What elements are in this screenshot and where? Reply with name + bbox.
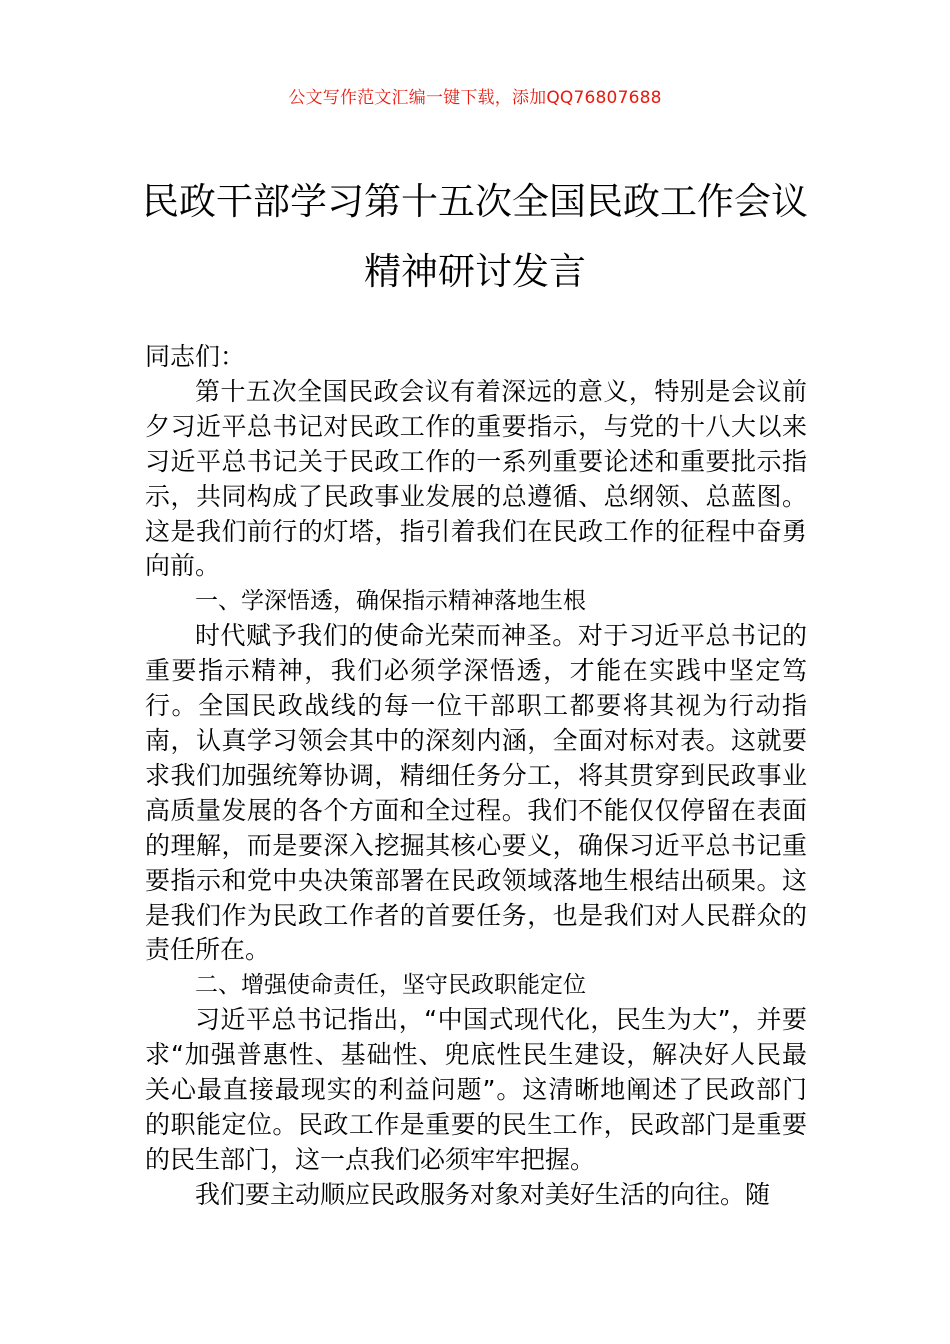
document-body: [145, 340, 807, 1213]
section-heading-2: 二、增强使命责任，坚守民政职能定位: [195, 972, 586, 999]
paragraph-section-1: 时代赋予我们的使命光荣而神圣。对于习近平总书记的重要指示精神，我们必须学深悟透，才能在实践中坚定笃行。全国民政战线的每一位干部职工都要将其视为行动指南，认真学习领会其中的深刻内涵，全面对标对表。这就要求我们加强统筹协调，精细任务分工，将其贯穿到民政事业高质量发展的各个方面和全过程。我们不能仅仅停留在表面的理解，而是要深入挖掘其核心要义，确保习近平总书记重要指示和党中央决策部署在民政领域落地生根结出硕果。这是我们作为民政工作者的首要任务，也是我们对人民群众的责任所在。: [145, 621, 807, 965]
download-promo-note: 公文写作范文汇编一键下载，添加QQ76807688: [288, 88, 662, 108]
paragraph-intro: 第十五次全国民政会议有着深远的意义，特别是会议前夕习近平总书记对民政工作的重要指示，与党的十八大以来习近平总书记关于民政工作的一系列重要论述和重要批示指示，共同构成了民政事业发展的总遵循、总纲领、总蓝图。这是我们前行的灯塔，指引着我们在民政工作的征程中奋勇向前。: [145, 376, 807, 581]
paragraph-section-2: 习近平总书记指出，“中国式现代化，民生为大”，并要求“加强普惠性、基础性、兜底性民生建设，解决好人民最关心最直接最现实的利益问题”。这清晰地阐述了民政部门的职能定位。民政工作是重要的民生工作，民政部门是重要的民生部门，这一点我们必须牢牢把握。: [145, 1005, 807, 1174]
document-title-line-2: 精神研讨发言: [364, 250, 586, 293]
section-heading-1: 一、学深悟透，确保指示精神落地生根: [195, 588, 586, 615]
salutation: 同志们：: [145, 342, 246, 371]
paragraph-section-2-continued: 我们要主动顺应民政服务对象对美好生活的向往。随: [195, 1179, 771, 1209]
document-title-line-1: 民政干部学习第十五次全国民政工作会议: [142, 180, 808, 223]
